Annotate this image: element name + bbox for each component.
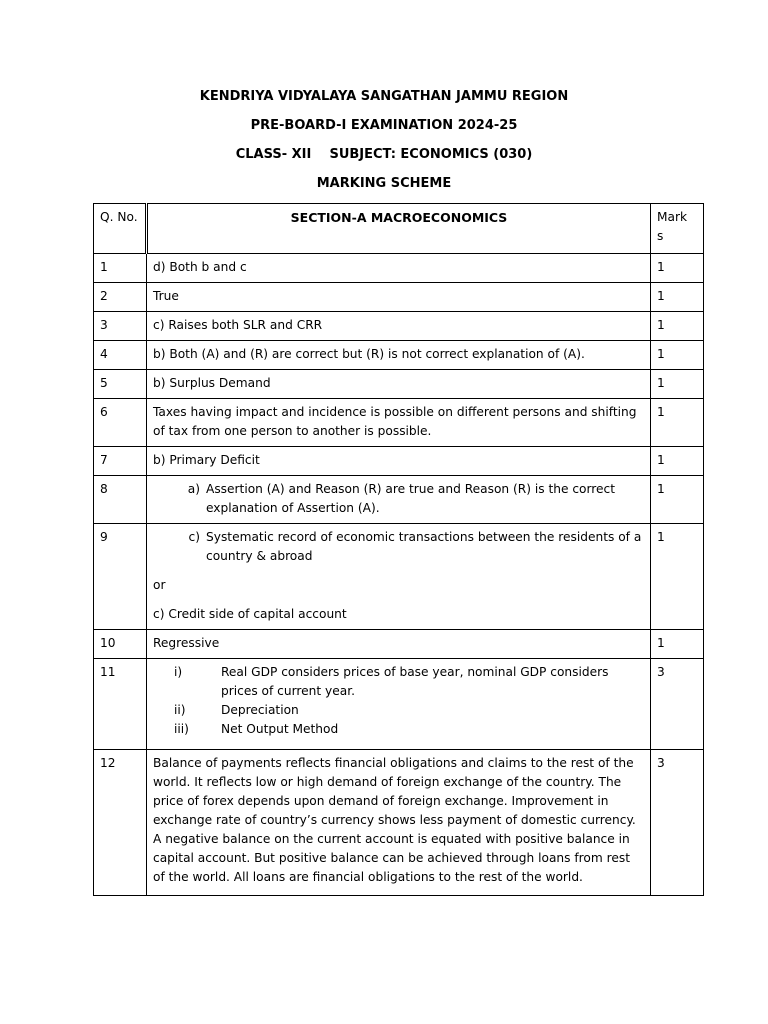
roman-text: Depreciation xyxy=(221,703,299,717)
roman-text: Real GDP considers prices of base year, nominal GDP considers prices of current year. xyxy=(221,665,609,698)
marks-cell: 1 xyxy=(651,341,704,370)
roman-item xyxy=(153,663,644,701)
marks-cell: 1 xyxy=(651,630,704,659)
q-number: 10 xyxy=(94,630,147,659)
table-row xyxy=(94,524,704,630)
table-row xyxy=(94,750,704,896)
q-number: 8 xyxy=(94,476,147,524)
answer-cell xyxy=(147,476,651,524)
sub-answer-label: a) xyxy=(187,482,200,496)
answer-cell: b) Both (A) and (R) are correct but (R) is not correct explanation of (A). xyxy=(147,341,651,370)
table-row xyxy=(94,254,704,283)
q-number: 4 xyxy=(94,341,147,370)
q-number: 12 xyxy=(94,750,147,896)
marks-cell: 1 xyxy=(651,312,704,341)
q-number: 9 xyxy=(94,524,147,630)
answer-cell: True xyxy=(147,283,651,312)
subject-label: SUBJECT: ECONOMICS (030) xyxy=(329,147,533,162)
roman-item xyxy=(153,720,644,739)
marks-cell: 1 xyxy=(651,254,704,283)
sub-answer-label: c) xyxy=(188,530,200,544)
q-number: 5 xyxy=(94,370,147,399)
answer-cell: Taxes having impact and incidence is possible on different persons and shifting of tax from one person to another is possible. xyxy=(147,399,651,447)
roman-item xyxy=(153,701,644,720)
q-number: 11 xyxy=(94,659,147,750)
q-number: 1 xyxy=(94,254,147,283)
marks-cell: 1 xyxy=(651,476,704,524)
marks-cell: 1 xyxy=(651,370,704,399)
table-row xyxy=(94,476,704,524)
roman-text: Net Output Method xyxy=(221,722,339,736)
sub-answer-text: Assertion (A) and Reason (R) are true and Reason (R) is the correct explanation of Assertion (A). xyxy=(206,482,616,515)
roman-label: ii) xyxy=(174,703,186,717)
header-marks: Mark s xyxy=(651,204,704,254)
marks-cell: 1 xyxy=(651,399,704,447)
table-row xyxy=(94,341,704,370)
table-header-row xyxy=(94,204,704,254)
or-text: or xyxy=(153,578,166,592)
table-row xyxy=(94,399,704,447)
marks-cell: 1 xyxy=(651,283,704,312)
marking-scheme-table xyxy=(93,203,704,896)
table-row xyxy=(94,659,704,750)
answer-cell: Balance of payments reflects financial obligations and claims to the rest of the world. It reflects low or high demand of foreign exchange of the country. The price of forex depends upon demand of foreign exchange. Improvement in exchange rate of country’s currency shows less payment of domestic currency. A negative balance on the current account is equated with positive balance in capital account. But positive balance can be achieved through loans from rest of the world. All loans are financial obligations to the rest of the world. xyxy=(147,750,651,896)
roman-label: i) xyxy=(174,665,183,679)
q-number: 7 xyxy=(94,447,147,476)
q-number: 3 xyxy=(94,312,147,341)
header-qno: Q. No. xyxy=(94,204,147,254)
sub-answer xyxy=(153,480,644,518)
sub-answer-text: Systematic record of economic transactions between the residents of a country & abroad xyxy=(206,530,642,563)
q-number: 2 xyxy=(94,283,147,312)
class-label: CLASS- XII xyxy=(235,147,312,162)
marks-cell: 3 xyxy=(651,750,704,896)
sub-answer xyxy=(153,528,644,566)
table-row xyxy=(94,283,704,312)
marks-cell: 1 xyxy=(651,524,704,630)
exam-title: PRE-BOARD-I EXAMINATION 2024-25 xyxy=(250,118,518,133)
q-number: 6 xyxy=(94,399,147,447)
answer-cell: d) Both b and c xyxy=(147,254,651,283)
table-row xyxy=(94,312,704,341)
class-subject-line xyxy=(0,146,768,164)
document-title: KENDRIYA VIDYALAYA SANGATHAN JAMMU REGION xyxy=(199,89,569,104)
answer-cell xyxy=(147,659,651,750)
roman-label: iii) xyxy=(174,722,189,736)
marks-cell: 3 xyxy=(651,659,704,750)
header-section: SECTION-A MACROECONOMICS xyxy=(147,204,651,254)
answer-cell: c) Raises both SLR and CRR xyxy=(147,312,651,341)
answer-cell xyxy=(147,524,651,630)
answer-cell: Regressive xyxy=(147,630,651,659)
answer-cell: b) Surplus Demand xyxy=(147,370,651,399)
marks-cell: 1 xyxy=(651,447,704,476)
marking-scheme-title: MARKING SCHEME xyxy=(316,176,452,191)
table-row xyxy=(94,630,704,659)
table-row xyxy=(94,370,704,399)
alt-answer: c) Credit side of capital account xyxy=(153,607,347,621)
table-row xyxy=(94,447,704,476)
answer-cell: b) Primary Deficit xyxy=(147,447,651,476)
